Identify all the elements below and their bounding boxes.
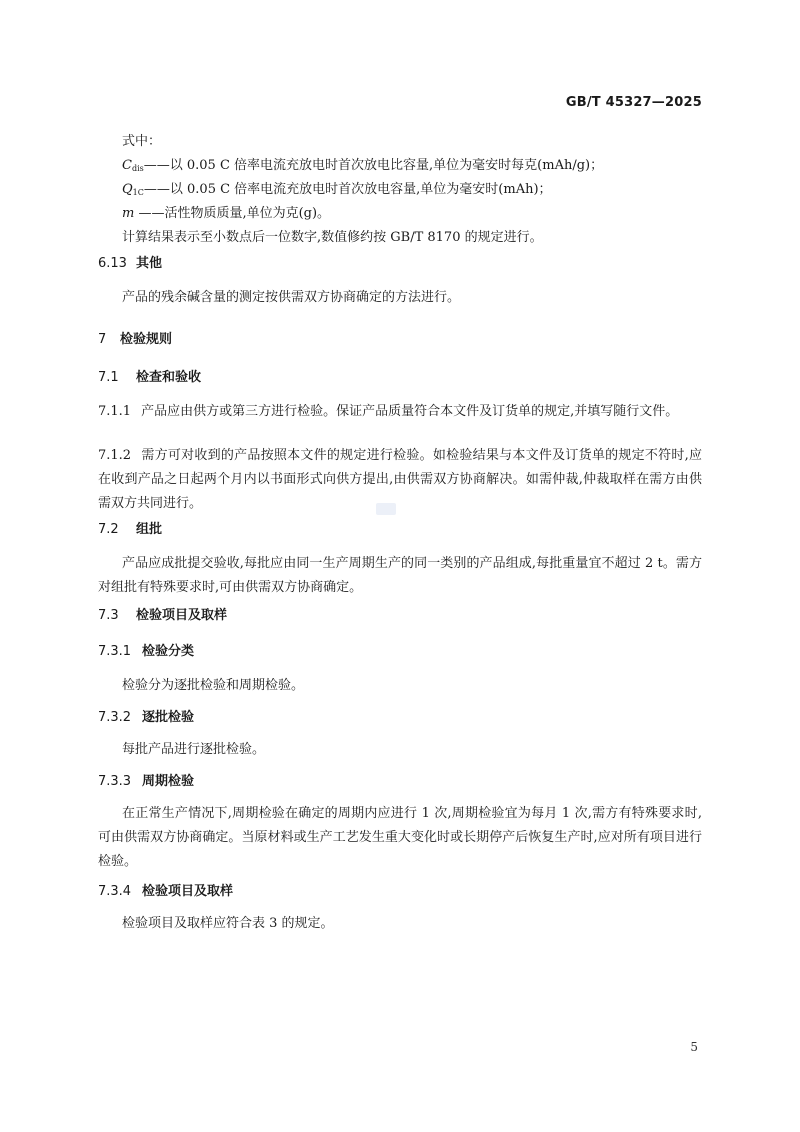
section-number: 7.3.1 xyxy=(98,644,132,659)
legend-item-q1c xyxy=(122,178,552,205)
section-title: 检查和验收 xyxy=(136,370,202,385)
section-body-6-13: 产品的残余碱含量的测定按供需双方协商确定的方法进行。 xyxy=(122,290,461,305)
section-number: 6.13 xyxy=(98,256,127,271)
section-title: 检验项目及取样 xyxy=(136,608,228,623)
section-title: 检验分类 xyxy=(142,644,195,659)
watermark-logo xyxy=(376,503,396,515)
section-number: 7.3.2 xyxy=(98,710,132,725)
formula-legend-intro: 式中： xyxy=(122,134,162,149)
clause-number: 7.1.2 xyxy=(98,448,132,463)
legend-subscript: dis xyxy=(131,164,144,173)
legend-text: ——以 0.05 C 倍率电流充放电时首次放电容量,单位为毫安时(mAh)； xyxy=(143,182,552,197)
section-number: 7 xyxy=(98,332,107,347)
section-heading-7-3-1 xyxy=(98,640,194,664)
section-heading-6-13 xyxy=(98,252,162,276)
section-body-7-3-1: 检验分为逐批检验和周期检验。 xyxy=(122,678,305,693)
standard-code: GB/T 45327—2025 xyxy=(565,95,702,110)
section-number: 7.3.3 xyxy=(98,774,132,789)
result-note: 计算结果表示至小数点后一位数字,数值修约按 GB/T 8170 的规定进行。 xyxy=(122,230,543,245)
legend-item-cdis xyxy=(122,154,603,181)
section-body-7-2: 产品应成批提交验收,每批应由同一生产周期生产的同一类别的产品组成,每批重量宜不超过 2 t。需方对组批有特殊要求时,可由供需双方协商确定。 xyxy=(98,556,702,595)
section-body-7-3-4: 检验项目及取样应符合表 3 的规定。 xyxy=(122,916,334,931)
section-number: 7.1 xyxy=(98,370,119,385)
section-title: 检验规则 xyxy=(120,332,173,347)
legend-item-m xyxy=(122,202,330,226)
section-heading-7-3 xyxy=(98,604,227,628)
section-heading-7-3-2 xyxy=(98,706,194,730)
clause-text: 需方可对收到的产品按照本文件的规定进行检验。如检验结果与本文件及订货单的规定不符时,应在收到产品之日起两个月内以书面形式向供方提出,由供需双方协商解决。如需仲裁,仲裁取样在需方由供需双方共同进行。 xyxy=(98,448,702,511)
legend-text: ——以 0.05 C 倍率电流充放电时首次放电比容量,单位为毫安时每克(mAh/g)； xyxy=(143,158,604,173)
section-heading-7-3-4 xyxy=(98,880,233,904)
section-heading-7-2 xyxy=(98,518,162,542)
section-title: 逐批检验 xyxy=(142,710,195,725)
section-title: 周期检验 xyxy=(142,774,195,789)
clause-text: 产品应由供方或第三方进行检验。保证产品质量符合本文件及订货单的规定,并填写随行文件。 xyxy=(141,404,679,419)
section-title: 检验项目及取样 xyxy=(142,884,234,899)
section-body-7-3-3: 在正常生产情况下,周期检验在确定的周期内应进行 1 次,周期检验宜为每月 1 次,需方有特殊要求时,可由供需双方协商确定。当原材料或生产工艺发生重大变化时或长期停产后恢复生产时,应对所有项目进行检验。 xyxy=(98,806,702,869)
legend-symbol: m xyxy=(122,206,135,221)
section-number: 7.2 xyxy=(98,522,119,537)
legend-symbol: C xyxy=(122,158,132,173)
section-body-7-3-2: 每批产品进行逐批检验。 xyxy=(122,742,266,757)
section-heading-7 xyxy=(98,328,172,352)
clause-7-1-1 xyxy=(98,400,702,424)
section-heading-7-3-3 xyxy=(98,770,194,794)
section-title: 其他 xyxy=(136,256,163,271)
legend-subscript: 1C xyxy=(132,188,144,197)
section-heading-7-1 xyxy=(98,366,201,390)
section-number: 7.3 xyxy=(98,608,119,623)
page-number: 5 xyxy=(690,1040,698,1054)
clause-number: 7.1.1 xyxy=(98,404,132,419)
legend-symbol: Q xyxy=(122,182,133,197)
section-title: 组批 xyxy=(136,522,163,537)
clause-7-1-2 xyxy=(98,444,702,516)
legend-text: ——活性物质质量,单位为克(g)。 xyxy=(134,206,331,221)
section-number: 7.3.4 xyxy=(98,884,132,899)
